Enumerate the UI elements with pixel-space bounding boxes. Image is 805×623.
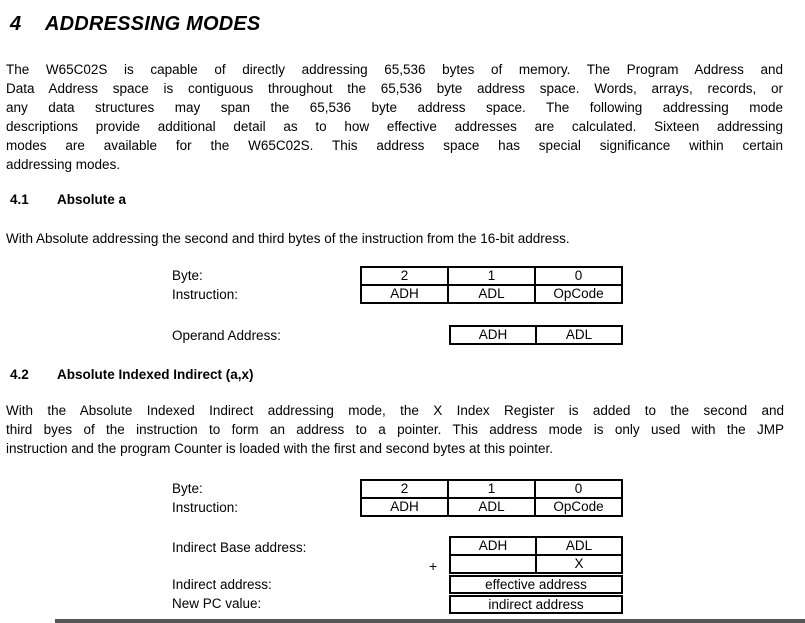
byte-number-row — [362, 481, 621, 497]
chapter-title-text: ADDRESSING MODES — [45, 13, 261, 35]
chapter-number: 4 — [10, 13, 22, 35]
table-cell: 1 — [447, 268, 534, 284]
operand-address-table — [449, 325, 623, 345]
table-cell-empty — [451, 556, 535, 572]
indirect-base-address-label: Indirect Base address: — [172, 540, 307, 555]
table-cell: OpCode — [534, 499, 621, 515]
table-cell: 1 — [447, 481, 534, 497]
table-cell: 2 — [400, 268, 409, 283]
table-cell: 2 — [400, 481, 409, 496]
table-cell: effective address — [485, 577, 587, 592]
table-cell: ADH — [478, 327, 508, 342]
section-number: 4.2 — [10, 367, 29, 382]
table-cell: ADL — [535, 327, 621, 343]
table-cell: 0 — [534, 481, 621, 497]
paragraph-line: The W65C02S is capable of directly addressing 65,536 bytes of memory. The Program Address and — [6, 62, 783, 77]
page-title — [10, 13, 260, 36]
paragraph-line: descriptions provide additional detail as to how effective addresses are calculated. Sixteen addressing — [6, 119, 783, 134]
section-42-body — [6, 401, 784, 458]
byte-number-row — [362, 268, 621, 284]
indirect-base-row — [451, 538, 621, 554]
indirect-address-box — [449, 595, 623, 614]
effective-address-box — [449, 575, 623, 594]
table-cell: X — [535, 556, 621, 572]
table-cell: ADL — [447, 286, 534, 302]
operand-address-row — [451, 327, 621, 343]
x-register-row — [451, 554, 621, 572]
table-cell: ADL — [535, 538, 621, 554]
instruction-row — [362, 497, 621, 515]
paragraph-line: modes are available for the W65C02S. This address space has special significance within certain — [6, 138, 783, 153]
paragraph-line: any data structures may span the 65,536 byte address space. The following addressing mode — [6, 100, 783, 115]
paragraph-line: third byes of the instruction to form an address to a pointer. This address mode is only used with the JMP — [6, 422, 784, 437]
table-cell: ADH — [478, 538, 508, 553]
footer-rule — [55, 619, 805, 623]
section-heading-text: Absolute Indexed Indirect (a,x) — [57, 367, 254, 382]
instruction-label: Instruction: — [172, 500, 239, 515]
instruction-bytes-table — [360, 479, 623, 517]
indirect-base-address-table — [449, 536, 623, 574]
section-number: 4.1 — [10, 192, 29, 207]
byte-label: Byte: — [172, 481, 203, 496]
table-cell: ADH — [390, 286, 419, 301]
paragraph-line: addressing modes. — [6, 157, 121, 172]
table-cell: ADH — [390, 499, 419, 514]
operand-address-label: Operand Address: — [172, 328, 281, 343]
indirect-address-row — [451, 597, 621, 612]
paragraph-line: instruction and the program Counter is loaded with the first and second bytes at this pointer. — [6, 441, 554, 456]
section-41-heading — [10, 192, 126, 207]
table-cell: indirect address — [488, 597, 584, 612]
byte-label: Byte: — [172, 268, 203, 283]
new-pc-value-label: New PC value: — [172, 596, 262, 611]
intro-paragraph — [6, 60, 783, 174]
effective-address-row — [451, 577, 621, 592]
table-cell: 0 — [534, 268, 621, 284]
table-cell: ADL — [447, 499, 534, 515]
instruction-bytes-table — [360, 266, 623, 304]
indirect-address-label: Indirect address: — [172, 577, 272, 592]
paragraph-line: With the Absolute Indexed Indirect addressing mode, the X Index Register is added to the second and — [6, 403, 784, 418]
table-cell: OpCode — [534, 286, 621, 302]
plus-sign: + — [429, 558, 438, 574]
section-heading-text: Absolute a — [57, 192, 127, 207]
paragraph-line: Data Address space is contiguous throughout the 65,536 byte address space. Words, arrays, records, or — [6, 81, 783, 96]
section-41-body: With Absolute addressing the second and third bytes of the instruction from the 16-bit address. — [6, 231, 570, 246]
instruction-label: Instruction: — [172, 287, 239, 302]
instruction-row — [362, 284, 621, 302]
section-42-heading — [10, 367, 254, 382]
